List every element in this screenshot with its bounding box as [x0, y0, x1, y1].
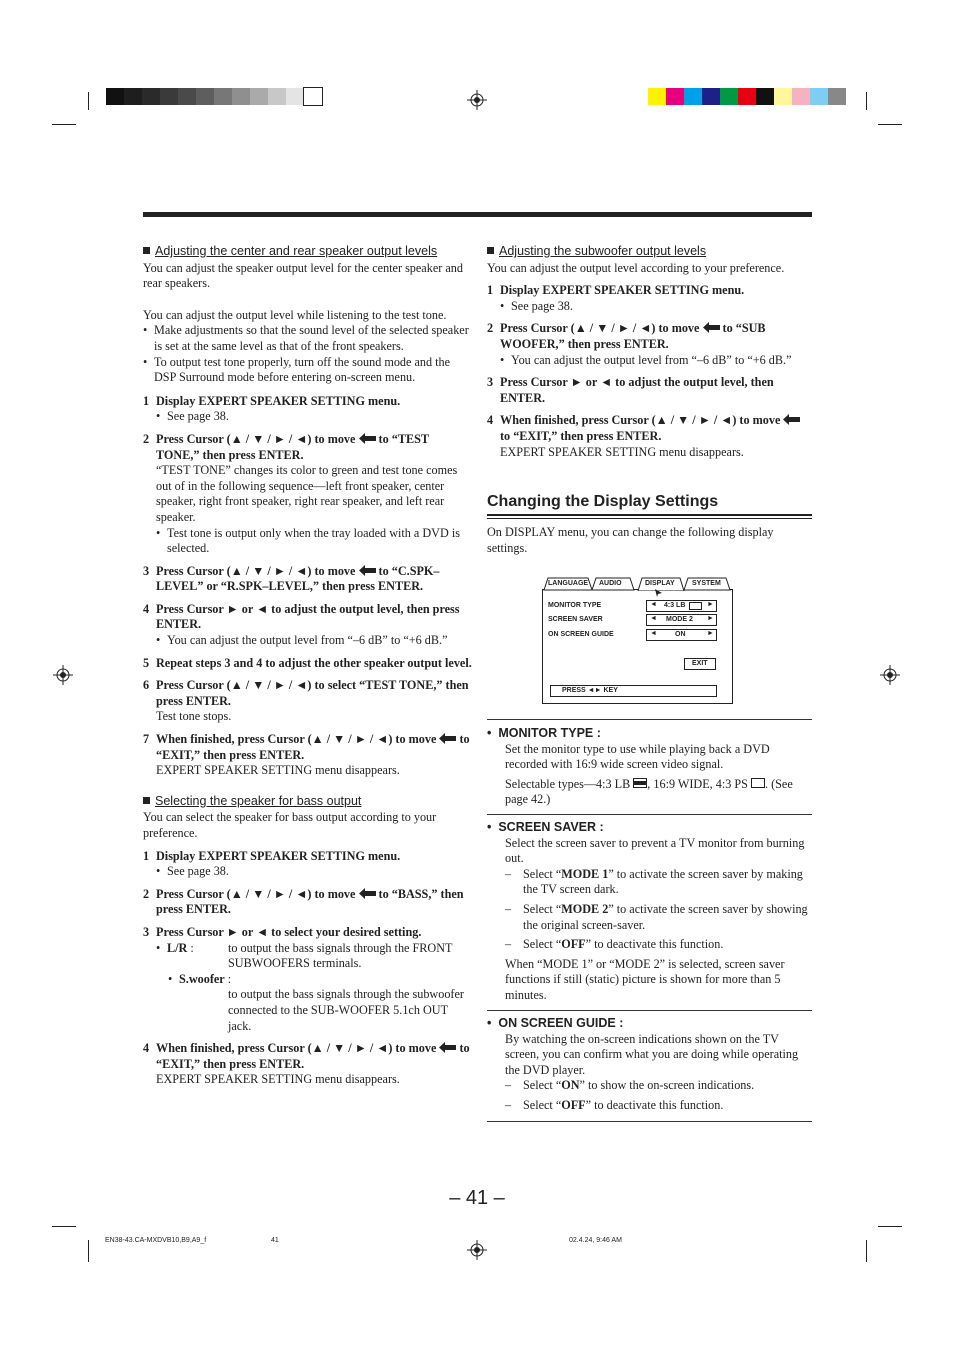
color-swatch	[178, 88, 196, 105]
osd-row-value: ◄	[650, 630, 657, 637]
bullet-item: • To output test tone properly, turn off the sound mode and the DSP Surround mode before entering on-screen menu.	[143, 355, 473, 386]
step: 4 Press Cursor ► or ◄ to adjust the output level, then press ENTER. • You can adjust the output level from “–6 dB” to “+6 dB.”	[143, 602, 473, 649]
color-swatch	[792, 88, 810, 105]
step: 6 Press Cursor (▲ / ▼ / ► / ◄) to select “TEST TONE,” then press ENTER. Test tone stops.	[143, 678, 469, 724]
paragraph: You can adjust the output level according to your preference.	[487, 260, 785, 275]
crop-mark	[878, 124, 902, 125]
crop-mark	[88, 92, 89, 110]
ps-icon	[751, 778, 765, 788]
step: 2 Press Cursor (▲ / ▼ / ► / ◄) to move to “TEST TONE,” then press ENTER. “TEST TONE” changes its color to green and test tone comes out of in the following sequence—left front speaker, center speaker, right front speaker, right rear speaker, and left rear speaker. • Test tone is output only when the tray loaded with a DVD is selected.	[143, 432, 473, 557]
option-desc: to output the bass signals through the FRONT SUBWOOFERS terminals.	[228, 940, 453, 971]
crop-mark	[88, 1240, 89, 1262]
step: 7 When finished, press Cursor (▲ / ▼ / ► / ◄) to move to “EXIT,” then press ENTER. EXPERT SPEAKER SETTING menu disappears.	[143, 732, 470, 778]
osd-row-value: ►	[707, 615, 714, 622]
color-swatch	[684, 88, 702, 105]
enter-arrow-icon	[359, 888, 376, 899]
bullet-item: • Make adjustments so that the sound level of the selected speaker is set at the same level as that of the front speakers.	[143, 323, 473, 354]
step: 5 Repeat steps 3 and 4 to adjust the other speaker output level.	[143, 655, 472, 670]
osd-row-value: MODE 2	[666, 616, 693, 623]
divider	[487, 1121, 812, 1122]
feature-text: Selectable types—4:3 LB , 16:9 WIDE, 4:3 PS . (See page 42.)	[505, 776, 793, 807]
paragraph: You can adjust the output level while listening to the test tone.	[143, 307, 447, 322]
osd-guide: PRESS ◄► KEY	[562, 687, 618, 694]
osd-row-value: ◄	[650, 615, 657, 622]
color-swatch	[250, 88, 268, 105]
option-item: • S.woofer :	[168, 972, 473, 988]
color-swatch	[738, 88, 756, 105]
paragraph: You can adjust the speaker output level for the center speaker and rear speakers.	[143, 260, 463, 291]
feature-label: • MONITOR TYPE :	[487, 726, 601, 740]
enter-arrow-icon	[783, 414, 800, 425]
option-item: – Select “ON” to show the on-screen indications.	[505, 1078, 812, 1094]
enter-arrow-icon	[439, 733, 456, 744]
step: 2 Press Cursor (▲ / ▼ / ► / ◄) to move to “BASS,” then press ENTER.	[143, 886, 464, 917]
color-swatch	[268, 88, 286, 105]
step: 1 Display EXPERT SPEAKER SETTING menu. • See page 38.	[487, 283, 812, 314]
option-item: – Select “MODE 1” to activate the screen saver by making the TV screen dark.	[505, 867, 812, 898]
feature-screen-saver	[487, 820, 812, 1004]
enter-arrow-icon	[359, 433, 376, 444]
osd-row-label: ON SCREEN GUIDE	[548, 631, 614, 638]
footer-file: EN38-43.CA-MXDVB10,B9,A9_f	[105, 1237, 207, 1244]
color-swatch	[196, 88, 214, 105]
osd-row-value: ►	[707, 601, 714, 608]
option-item: – Select “OFF” to deactivate this function.	[505, 937, 812, 953]
right-column	[487, 244, 812, 460]
osd-exit: EXIT	[692, 660, 708, 667]
step: 3 Press Cursor (▲ / ▼ / ► / ◄) to move to “C.SPK–LEVEL” or “R.SPK–LEVEL,” then press ENTER.	[143, 563, 440, 594]
color-swatch	[286, 88, 304, 105]
step: 4 When finished, press Cursor (▲ / ▼ / ► / ◄) to move to “EXIT,” then press ENTER. EXPERT SPEAKER SETTING menu disappears.	[143, 1041, 470, 1087]
crop-mark	[866, 1240, 867, 1262]
title-rule-thin	[487, 518, 812, 519]
step: 4 When finished, press Cursor (▲ / ▼ / ► / ◄) to move to “EXIT,” then press ENTER. EXPERT SPEAKER SETTING menu disappears.	[487, 413, 812, 460]
lb-icon	[633, 778, 647, 788]
pointer-icon	[655, 589, 663, 597]
registration-target-icon	[467, 90, 487, 110]
divider	[487, 1010, 812, 1011]
feature-label: • SCREEN SAVER :	[487, 820, 604, 834]
step: 1 Display EXPERT SPEAKER SETTING menu. • See page 38.	[143, 849, 473, 880]
enter-arrow-icon	[439, 1042, 456, 1053]
enter-arrow-icon	[359, 565, 376, 576]
feature-label: • ON SCREEN GUIDE :	[487, 1016, 624, 1030]
option-desc: to output the bass signals through the subwoofer connected to the SUB-WOOFER 5.1ch OUT jack.	[228, 987, 464, 1033]
crop-mark	[52, 124, 76, 125]
color-swatch	[106, 88, 124, 105]
footer-date: 02.4.24, 9:46 AM	[569, 1237, 622, 1244]
tab-audio: AUDIO	[599, 580, 622, 587]
page-number: – 41 –	[449, 1187, 505, 1209]
osd-row-value: ►	[707, 630, 714, 637]
color-swatch	[214, 88, 232, 105]
registration-target-icon	[53, 665, 73, 685]
tab-display: DISPLAY	[645, 580, 675, 587]
registration-target-icon	[467, 1240, 487, 1260]
color-swatch	[702, 88, 720, 105]
feature-monitor-type	[487, 726, 812, 808]
footer-page: 41	[271, 1237, 279, 1244]
color-swatch	[666, 88, 684, 105]
step: 3 Press Cursor ► or ◄ to select your desired setting. • L/R : to output the bass signals through the FRONT SUBWOOFERS terminals. • S.woofer : to output the bass signals through the subwoofer connected to the SUB-WOOFER 5.1ch OUT jack.	[143, 925, 473, 1034]
color-swatch	[160, 88, 178, 105]
section-heading: Adjusting the subwoofer output levels	[487, 244, 812, 260]
color-swatch	[124, 88, 142, 105]
section-heading: Adjusting the center and rear speaker output levels	[143, 244, 473, 260]
option-item: – Select “MODE 2” to activate the screen saver by showing the original screen-saver.	[505, 902, 812, 933]
color-swatch	[232, 88, 250, 105]
crop-mark	[866, 92, 867, 110]
color-swatch	[720, 88, 738, 105]
divider	[487, 719, 812, 720]
color-swatch	[142, 88, 160, 105]
tab-system: SYSTEM	[692, 580, 721, 587]
paragraph: You can select the speaker for bass output according to your preference.	[143, 810, 437, 840]
title-rule	[487, 514, 812, 516]
color-swatch	[304, 88, 322, 105]
color-swatch	[774, 88, 792, 105]
feature-text: Select the screen saver to prevent a TV monitor from burning out.	[505, 835, 805, 866]
enter-arrow-icon	[703, 322, 720, 333]
feature-on-screen-guide	[487, 1016, 812, 1114]
option-item: – Select “OFF” to deactivate this function.	[505, 1098, 812, 1114]
feature-text: By watching the on-screen indications shown on the TV screen, you can confirm what you are doing while operating the DVD player.	[505, 1031, 799, 1077]
osd-row-value: ON	[675, 631, 686, 638]
color-swatch	[810, 88, 828, 105]
divider	[487, 814, 812, 815]
feature-text: Set the monitor type to use while playing back a DVD recorded with 16:9 wide screen video signal.	[505, 741, 770, 772]
header-rule	[143, 212, 812, 217]
color-swatch	[828, 88, 846, 105]
osd-row-value: ◄	[650, 601, 657, 608]
osd-row-label: MONITOR TYPE	[548, 602, 602, 609]
section-heading: Selecting the speaker for bass output	[143, 794, 473, 810]
tab-language: LANGUAGE	[548, 580, 589, 587]
paragraph: On DISPLAY menu, you can change the following display settings.	[487, 525, 774, 555]
section-title: Changing the Display Settings	[487, 493, 719, 510]
osd-row-value: 4:3 LB	[664, 602, 686, 609]
monitor-lb-icon	[689, 602, 702, 610]
step: 2 Press Cursor (▲ / ▼ / ► / ◄) to move to “SUB WOOFER,” then press ENTER. • You can adjust the output level from “–6 dB” to “+6 dB.”	[487, 321, 812, 368]
feature-text: When “MODE 1” or “MODE 2” is selected, screen saver functions if still (static) picture is shown for more than 5 minutes.	[505, 956, 785, 1002]
option-item: • L/R :	[156, 941, 473, 957]
color-swatch	[648, 88, 666, 105]
registration-target-icon	[880, 665, 900, 685]
step: 1 Display EXPERT SPEAKER SETTING menu. • See page 38.	[143, 394, 473, 425]
step: 3 Press Cursor ► or ◄ to adjust the output level, then ENTER.	[487, 375, 774, 405]
left-column	[143, 244, 473, 1088]
color-swatch	[756, 88, 774, 105]
crop-mark	[52, 1226, 76, 1227]
crop-mark	[878, 1226, 902, 1227]
osd-row-label: SCREEN SAVER	[548, 616, 603, 623]
